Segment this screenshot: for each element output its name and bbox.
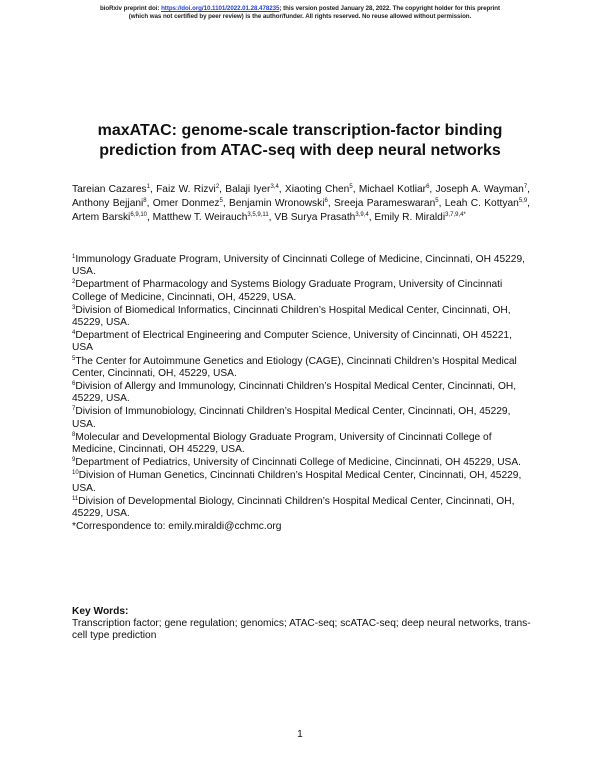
author-affiliation-sup: 3,4 xyxy=(270,184,279,190)
author-affiliation-sup: 5,9 xyxy=(518,198,528,204)
keywords-heading: Key Words: xyxy=(72,606,129,617)
affiliation-text: The Center for Autoimmune Genetics and Etiology (CAGE), Cincinnati Children’s Hospital Medical Center, Cincinnati, OH, 45229, USA. xyxy=(72,355,517,379)
affiliation-number: 11 xyxy=(72,495,79,502)
affiliation-text: Immunology Graduate Program, University of Cincinnati College of Medicine, Cincinnati, OH 45229, USA. xyxy=(72,254,525,278)
affiliation-number: 2 xyxy=(72,279,76,286)
affiliation xyxy=(72,432,530,457)
preprint-banner xyxy=(0,5,600,20)
banner-prefix: bioRxiv preprint doi: xyxy=(99,5,162,12)
affiliation-number: 5 xyxy=(72,355,76,362)
author-affiliation-sup: 3,7,9,4* xyxy=(445,212,466,218)
author xyxy=(436,184,528,195)
page-number: 1 xyxy=(297,729,303,740)
author xyxy=(72,184,150,195)
author-name: Xiaoting Chen xyxy=(284,184,350,195)
affiliation-number: 4 xyxy=(72,330,76,337)
author-affiliation-sup: 6 xyxy=(426,184,430,190)
affiliation-number: 1 xyxy=(72,254,76,260)
author-affiliation-sup: 8 xyxy=(143,198,147,204)
affiliation-number: 7 xyxy=(72,406,76,413)
author-name: Emily R. Miraldi xyxy=(374,212,446,223)
affiliation-text: Molecular and Developmental Biology Graduate Program, University of Cincinnati College of Medicine, Cincinnati, OH 45229, USA. xyxy=(72,431,492,456)
author-affiliation-sup: 3,9,4 xyxy=(355,212,369,218)
author xyxy=(445,198,527,209)
author-affiliation-sup: 2 xyxy=(215,184,220,190)
author-affiliation-sup: 6 xyxy=(324,198,328,204)
affiliation-text: Department of Electrical Engineering and Computer Science, University of Cincinnati, OH 45221, USA xyxy=(72,330,512,354)
affiliation-number: 3 xyxy=(72,304,76,311)
author-name: Michael Kotliar xyxy=(358,184,427,195)
affiliation xyxy=(72,254,530,279)
author-affiliation-sup: 1 xyxy=(146,184,150,190)
affiliation-number: 9 xyxy=(72,457,76,464)
affiliation xyxy=(72,381,530,406)
correspondence: *Correspondence to: emily.miraldi@cchmc.org xyxy=(72,521,282,532)
author-affiliation-sup: 3,5,9,11 xyxy=(247,212,269,218)
affiliation-number: 8 xyxy=(72,431,76,438)
author-name: VB Surya Prasath xyxy=(274,212,356,223)
author xyxy=(334,198,439,209)
author-name: Leah C. Kottyan xyxy=(444,198,519,209)
affiliation-text: Division of Developmental Biology, Cincinnati Children’s Hospital Medical Center, Cincinnati, OH, 45229, USA. xyxy=(72,495,515,519)
affiliation-number: 6 xyxy=(72,380,76,387)
author xyxy=(274,212,368,223)
author xyxy=(156,184,219,195)
affiliation-text: Division of Allergy and Immunology, Cincinnati Children’s Hospital Medical Center, Cincinnati, OH, 45229, USA. xyxy=(72,380,517,405)
doi-link[interactable]: https://doi.org/10.1101/2022.01.28.478235 xyxy=(161,5,280,12)
author xyxy=(359,184,430,195)
author-affiliation-sup: 5 xyxy=(435,198,439,204)
affiliation-text: Division of Immunobiology, Cincinnati Children’s Hospital Medical Center, Cincinnati, OH, 45229, USA. xyxy=(72,406,511,430)
affiliation-text: Division of Human Genetics, Cincinnati Children’s Hospital Medical Center, Cincinnati, OH, 45229, USA. xyxy=(72,470,522,494)
affiliation xyxy=(72,305,530,330)
author-name: Matthew T. Weirauch xyxy=(152,212,248,223)
banner-suffix: ; this version posted January 28, 2022. The copyright holder for this preprint xyxy=(279,5,501,12)
banner-line-1 xyxy=(0,5,600,13)
banner-line-2: (which was not certified by peer review) is the author/funder. All rights reserved. No reuse allowed without permission. xyxy=(128,12,472,20)
author-name: Balaji Iyer xyxy=(225,184,271,195)
author-name: Artem Barski xyxy=(72,212,131,223)
affiliation xyxy=(72,496,530,521)
affiliation-text: Department of Pediatrics, University of Cincinnati College of Medicine, Cincinnati, OH 45229, USA. xyxy=(75,457,521,469)
author xyxy=(374,212,465,223)
author-name: Tareian Cazares xyxy=(72,184,147,195)
affiliation-number: 10 xyxy=(72,470,79,477)
author-name: Faiz W. Rizvi xyxy=(156,184,216,195)
author xyxy=(229,198,328,209)
affiliation xyxy=(72,406,530,431)
author-list: Tareian Cazares$^1$, Faiz W. Rizvi$^2$, Balaji Iyer$^{3,4}$, Xiaoting Chen$^5$, Michael Kotliar$^6$, Joseph A. Wayman$^7$, Anthony Bejjani$^8$, Omer Donmez$^5$, Benjamin Wronowski$^6$, Sreeja Parameswaran$^5$, Leah C. Kottyan$^{5,9}$, Artem Barski$^{6,9,10}$, Matthew T. Weirauch$^{3,5,9,11}$, VB Surya Prasath$^{3,9,4}$, Emily R. Miraldi$^{3,7,9,4*}$ xyxy=(72,184,530,223)
keywords-text: Transcription factor; gene regulation; genomics; ATAC-seq; scATAC-seq; deep neural networks, trans-cell type prediction xyxy=(72,618,531,642)
paper-title: maxATAC: genome-scale transcription-factor binding prediction from ATAC-seq with deep neural networks xyxy=(97,122,503,159)
author xyxy=(153,212,269,223)
author xyxy=(285,184,353,195)
affiliation-text: Division of Biomedical Informatics, Cincinnati Children’s Hospital Medical Center, Cincinnati, OH, 45229, USA. xyxy=(72,304,511,329)
author-affiliation-sup: 5 xyxy=(349,184,353,190)
author xyxy=(72,198,147,209)
affiliation xyxy=(72,457,530,469)
author-name: Benjamin Wronowski xyxy=(229,198,325,209)
affiliation-text: Department of Pharmacology and Systems Biology Graduate Program, University of Cincinnati College of Medicine, Cincinnati, OH, 45229, USA. xyxy=(72,279,503,303)
author-name: Joseph A. Wayman xyxy=(435,184,524,195)
affiliation xyxy=(72,330,530,355)
author xyxy=(72,212,147,223)
author-name: Omer Donmez xyxy=(152,198,220,209)
author-affiliation-sup: 5 xyxy=(219,198,223,204)
author-name: Anthony Bejjani xyxy=(72,198,144,209)
author-affiliation-sup: 6,9,10 xyxy=(130,212,147,218)
affiliation xyxy=(72,356,530,381)
author-affiliation-sup: 7 xyxy=(523,184,528,190)
affiliation xyxy=(72,470,530,495)
author xyxy=(225,184,279,195)
author-name: Sreeja Parameswaran xyxy=(333,198,436,209)
author xyxy=(153,198,223,209)
affiliation-list xyxy=(72,254,530,533)
affiliation xyxy=(72,279,530,304)
